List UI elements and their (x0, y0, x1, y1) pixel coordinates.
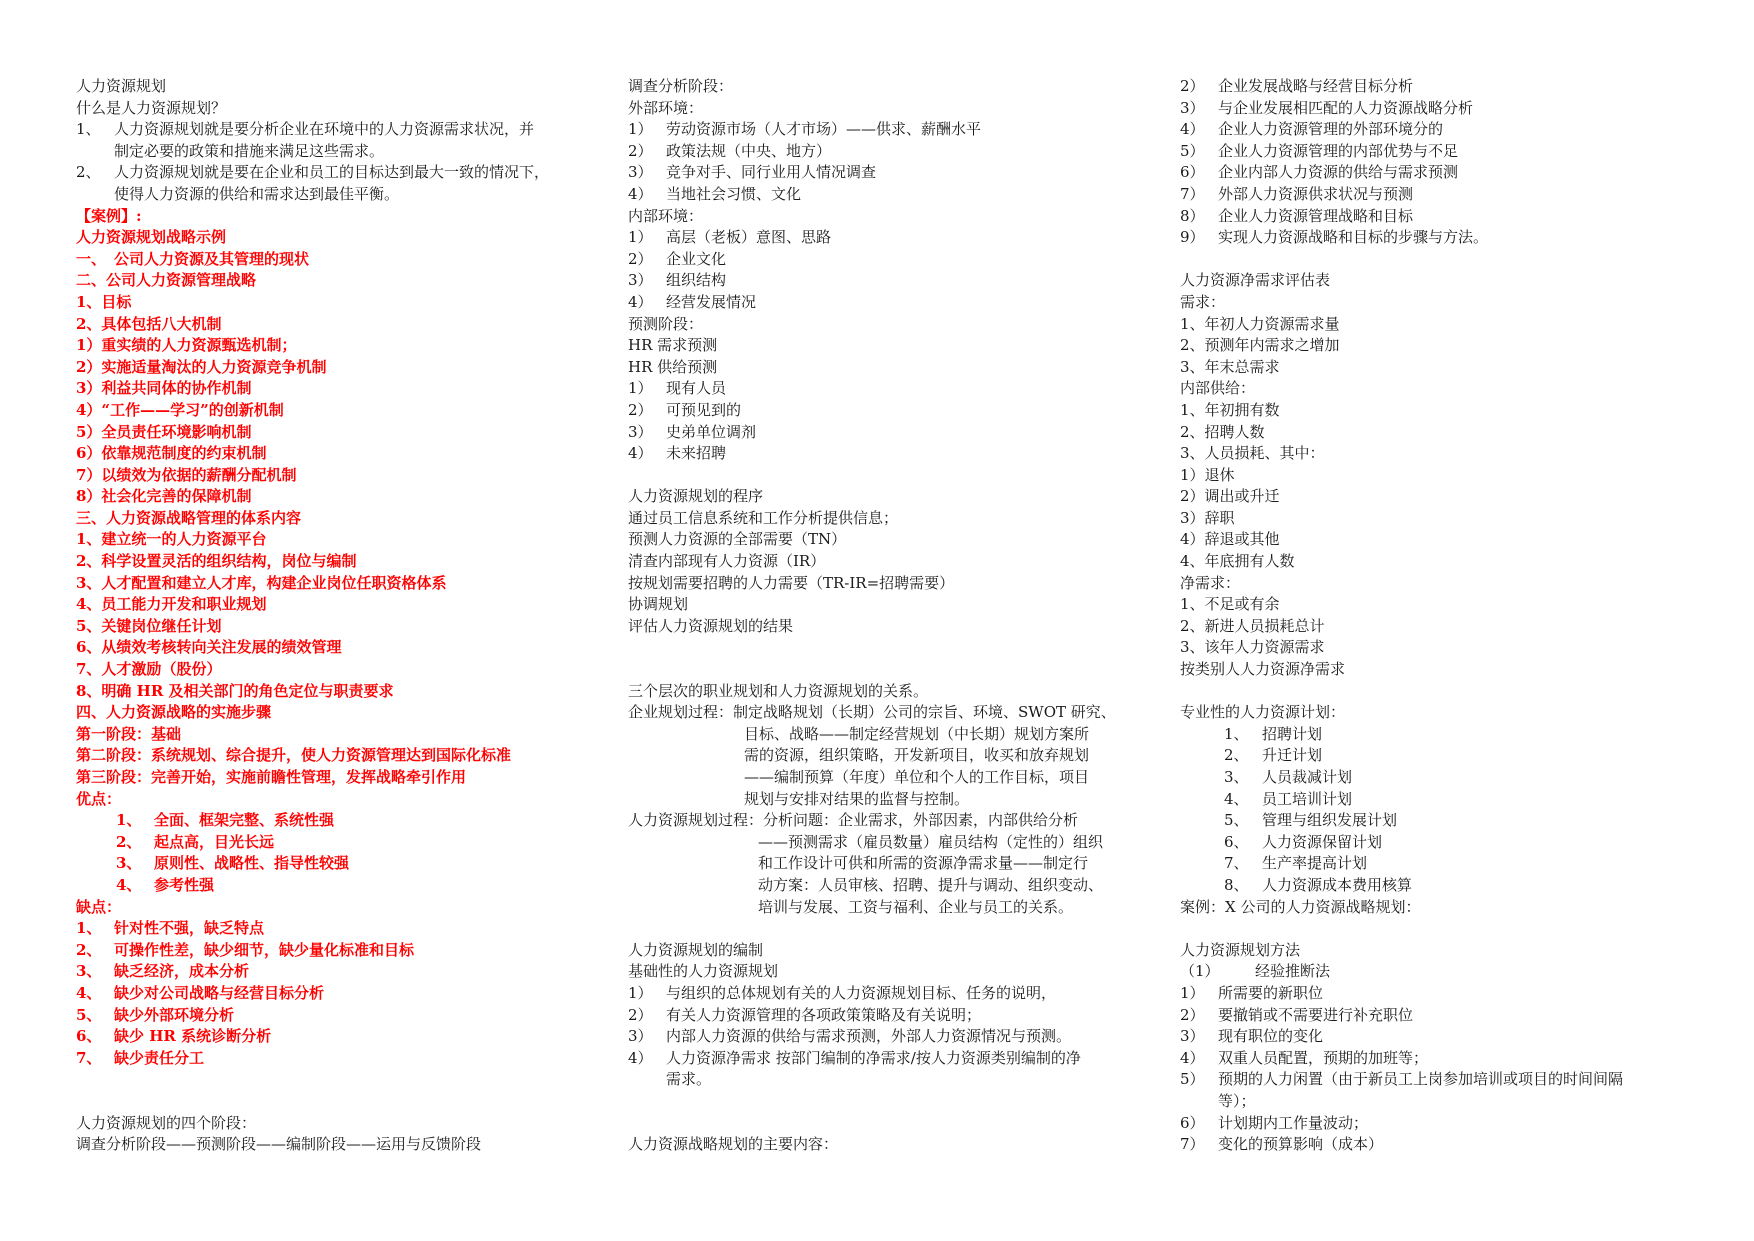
basic-item (628, 1026, 1148, 1048)
special-plan-number: 6、 (1224, 832, 1249, 851)
external-item-text: 劳动资源市场（人才市场）——供求、薪酬水平 (666, 120, 982, 139)
enterprise-process-text: 制定战略规划（长期）公司的宗旨、环境、SWOT 研究、 (733, 703, 1116, 722)
loss-item: 4）辞退或其他 (1180, 530, 1280, 549)
special-plan-number: 8、 (1224, 875, 1249, 894)
eight-mechanisms-line: 2、具体包括八大机制 (76, 314, 222, 333)
supply-item-number: 1） (628, 379, 653, 398)
mechanism-item: 1）重实绩的人力资源甄选机制； (76, 336, 297, 355)
pros-item (76, 810, 591, 832)
case-x-line: 案例：X 公司的人力资源战略规划： (1180, 897, 1421, 916)
method-1 (1180, 961, 1700, 983)
cons-item-text: 针对性不强，缺乏特点 (114, 919, 265, 938)
definition-2-text: 人力资源规划就是要在企业和员工的目标达到最大一致的情况下， (114, 163, 550, 182)
cons-item (76, 1048, 591, 1070)
special-plan-text: 生产率提高计划 (1262, 854, 1368, 873)
mechanism-item: 8）社会化完善的保障机制 (76, 487, 252, 506)
content-item-text: 外部人力资源供求状况与预测 (1218, 184, 1414, 203)
cons-item-number: 5、 (76, 1005, 102, 1024)
special-plan-number: 7、 (1224, 854, 1249, 873)
special-plan-item (1180, 789, 1700, 811)
procedure-item: 清查内部现有人力资源（IR） (628, 552, 826, 571)
cons-item-number: 4、 (76, 983, 102, 1002)
special-plan-text: 管理与组织发展计划 (1262, 811, 1398, 830)
external-item-number: 2） (628, 141, 653, 160)
content-item-text: 实现人力资源战略和目标的步骤与方法。 (1218, 228, 1489, 247)
cons-item-number: 1、 (76, 919, 102, 938)
method-item-text: 现有职位的变化 (1218, 1027, 1324, 1046)
external-item (628, 184, 1148, 206)
four-stages-title: 人力资源规划的四个阶段： (76, 1113, 257, 1132)
basic-item-cont: 需求。 (666, 1070, 712, 1089)
definition-1-cont: 制定必要的政策和措施来满足这些需求。 (114, 141, 385, 160)
external-item-number: 1） (628, 120, 653, 139)
cons-item (76, 961, 591, 983)
method-item-number: 4） (1180, 1048, 1205, 1067)
section-3: 三、人力资源战略管理的体系内容 (76, 508, 302, 527)
pros-item-text: 原则性、战略性、指导性较强 (154, 854, 350, 873)
demand-label: 需求： (1180, 292, 1226, 311)
method-1-number: （1） (1180, 962, 1220, 981)
section-1 (76, 249, 591, 271)
content-item-number: 6） (1180, 163, 1205, 182)
cons-item-number: 2、 (76, 940, 102, 959)
hr-process-cont: ——预测需求（雇员数量）雇员结构（定性的）组织 (758, 832, 1104, 851)
method-title: 人力资源规划方法 (1180, 940, 1301, 959)
enterprise-process-cont: 目标、战略——制定经营规划（中长期）规划方案所 (744, 724, 1090, 743)
definition-2 (76, 162, 591, 184)
special-plan-text: 人力资源保留计划 (1262, 832, 1383, 851)
special-plan-number: 1、 (1224, 724, 1249, 743)
supply-item-text: 现有人员 (666, 379, 727, 398)
special-plan-number: 2、 (1224, 746, 1249, 765)
method-1-text: 经验推断法 (1255, 962, 1331, 981)
method-item-cont: 等）； (1218, 1091, 1256, 1110)
internal-item-text: 经营发展情况 (666, 292, 757, 311)
internal-supply-item: 2、招聘人数 (1180, 422, 1265, 441)
pros-label: 优点： (76, 789, 122, 808)
special-plan-text: 升迁计划 (1262, 746, 1323, 765)
procedure-item: 协调规划 (628, 595, 689, 614)
method-item-text: 变化的预算影响（成本） (1218, 1135, 1384, 1154)
content-item (1180, 98, 1700, 120)
method-item-text: 要撤销或不需要进行补充职位 (1218, 1005, 1414, 1024)
hr-supply-forecast: HR 供给预测 (628, 357, 718, 376)
supply-item-text: 未来招聘 (666, 444, 727, 463)
hr-process-cont: 培训与发展、工资与福利、企业与员工的关系。 (758, 897, 1074, 916)
net-demand-item: 2、新进人员损耗总计 (1180, 616, 1325, 635)
content-item-text: 企业人力资源管理的内部优势与不足 (1218, 141, 1459, 160)
internal-item (628, 249, 1148, 271)
basic-item-number: 4） (628, 1048, 653, 1067)
section-1-text: 公司人力资源及其管理的现状 (114, 249, 310, 268)
special-plan-item (1180, 767, 1700, 789)
basic-item (628, 1048, 1148, 1070)
section-4: 四、人力资源战略的实施步骤 (76, 703, 272, 722)
pros-item-text: 全面、框架完整、系统性强 (154, 811, 335, 830)
main-content-title: 人力资源战略规划的主要内容： (628, 1135, 839, 1154)
supply-item (628, 443, 1148, 465)
basic-item-text: 与组织的总体规划有关的人力资源规划目标、任务的说明， (666, 983, 1057, 1002)
pros-item-number: 4、 (116, 875, 142, 894)
enterprise-process-cont: 规划与安排对结果的监督与控制。 (744, 789, 970, 808)
enterprise-process-cont: 需的资源，组织策略，开发新项目，收买和放弃规划 (744, 746, 1090, 765)
cons-item-text: 缺乏经济，成本分析 (114, 962, 250, 981)
hr-process (628, 810, 1148, 832)
pros-item (76, 832, 591, 854)
compile-title: 人力资源规划的编制 (628, 940, 764, 959)
content-item-number: 4） (1180, 120, 1205, 139)
procedure-item: 评估人力资源规划的结果 (628, 616, 794, 635)
method-item (1180, 983, 1700, 1005)
content-item-number: 2） (1180, 77, 1205, 95)
enterprise-process-cont: ——编制预算（年度）单位和个人的工作目标，项目 (744, 768, 1090, 786)
content-item (1180, 76, 1700, 98)
stage-item: 第一阶段：基础 (76, 724, 182, 743)
method-item (1180, 1134, 1700, 1156)
method-item-text: 双重人员配置，预期的加班等； (1218, 1048, 1429, 1067)
basic-item-number: 1） (628, 983, 653, 1002)
external-item-text: 政策法规（中央、地方） (666, 141, 832, 160)
method-item-number: 2） (1180, 1005, 1205, 1024)
internal-env-label: 内部环境： (628, 206, 704, 225)
column-middle (628, 76, 1148, 1156)
procedure-title: 人力资源规划的程序 (628, 487, 764, 506)
four-stages-line: 调查分析阶段——预测阶段——编制阶段——运用与反馈阶段 (76, 1135, 482, 1154)
external-item-text: 竞争对手、同行业用人情况调查 (666, 163, 877, 182)
method-item-number: 3） (1180, 1027, 1205, 1046)
basic-plan-title: 基础性的人力资源规划 (628, 962, 779, 981)
cons-item-number: 6、 (76, 1027, 102, 1046)
stage-item: 第三阶段：完善开始，实施前瞻性管理，发挥战略牵引作用 (76, 768, 467, 786)
mechanism-item: 2）实施适量淘汰的人力资源竞争机制 (76, 357, 327, 376)
external-item (628, 141, 1148, 163)
supply-item (628, 422, 1148, 444)
content-item-text: 企业内部人力资源的供给与需求预测 (1218, 163, 1459, 182)
internal-item-number: 3） (628, 271, 653, 290)
mechanism-item: 3）利益共同体的协作机制 (76, 379, 252, 398)
internal-item (628, 292, 1148, 314)
goal-line: 1、目标 (76, 292, 132, 311)
external-item-number: 3） (628, 163, 653, 182)
internal-item-number: 4） (628, 292, 653, 311)
supply-item (628, 378, 1148, 400)
special-plan-item (1180, 745, 1700, 767)
content-item-number: 9） (1180, 228, 1205, 247)
definition-1-text: 人力资源规划就是要分析企业在环境中的人力资源需求状况，并 (114, 120, 535, 139)
special-plan-text: 人员裁减计划 (1262, 768, 1353, 786)
case-title: 人力资源规划战略示例 (76, 228, 227, 247)
internal-item-text: 企业文化 (666, 249, 727, 268)
three-levels-title: 三个层次的职业规划和人力资源规划的关系。 (628, 681, 929, 700)
method-item-text: 所需要的新职位 (1218, 983, 1324, 1002)
cons-item (76, 918, 591, 940)
internal-item-text: 高层（老板）意图、思路 (666, 228, 832, 247)
external-item (628, 119, 1148, 141)
basic-item-text: 有关人力资源管理的各项政策策略及有关说明； (666, 1005, 982, 1024)
content-item-number: 8） (1180, 206, 1205, 225)
method-item-text: 预期的人力闲置（由于新员工上岗参加培训或项目的时间间隔 (1218, 1070, 1624, 1089)
spacer (628, 465, 1148, 487)
spacer (1180, 681, 1700, 703)
method-item-number: 6） (1180, 1113, 1205, 1132)
definition-1-number: 1、 (76, 120, 101, 139)
content-item-text: 企业发展战略与经营目标分析 (1218, 77, 1414, 95)
external-item (628, 162, 1148, 184)
spacer (628, 918, 1148, 940)
method-item (1180, 1026, 1700, 1048)
special-plan-text: 员工培训计划 (1262, 789, 1353, 808)
cons-item (76, 1005, 591, 1027)
spacer (1180, 918, 1700, 940)
pros-item-text: 起点高，目光长远 (154, 832, 275, 851)
enterprise-process (628, 702, 1148, 724)
cons-item-text: 缺少 HR 系统诊断分析 (114, 1027, 272, 1046)
enterprise-process-label: 企业规划过程： (628, 703, 734, 722)
method-item (1180, 1048, 1700, 1070)
supply-item-text: 史弟单位调剂 (666, 422, 757, 441)
method-item-number: 7） (1180, 1135, 1205, 1154)
system-item: 5、关键岗位继任计划 (76, 616, 222, 635)
case-label: 【案例】: (76, 206, 142, 225)
external-item-number: 4） (628, 184, 653, 203)
column-left (76, 76, 591, 1156)
net-demand-table-title: 人力资源净需求评估表 (1180, 271, 1331, 290)
pros-item-text: 参考性强 (154, 875, 215, 894)
system-item: 8、明确 HR 及相关部门的角色定位与职责要求 (76, 681, 394, 700)
basic-item-text: 内部人力资源的供给与需求预测，外部人力资源情况与预测。 (666, 1027, 1072, 1046)
supply-item (628, 400, 1148, 422)
system-item: 3、人才配置和建立人才库，构建企业岗位任职资格体系 (76, 573, 447, 592)
hr-demand-forecast: HR 需求预测 (628, 336, 718, 355)
method-item (1180, 1113, 1700, 1135)
internal-supply-label: 内部供给： (1180, 379, 1256, 398)
internal-supply-item: 3、人员损耗、其中： (1180, 444, 1325, 463)
supply-item-text: 可预见到的 (666, 400, 742, 419)
demand-item: 1、年初人力资源需求量 (1180, 314, 1340, 333)
procedure-item: 预测人力资源的全部需要（TN） (628, 530, 847, 549)
hr-process-cont: 动方案：人员审核、招聘、提升与调动、组织变动、 (758, 875, 1104, 894)
internal-item-number: 1） (628, 228, 653, 247)
definition-2-cont: 使得人力资源的供给和需求达到最佳平衡。 (114, 184, 400, 203)
cons-item (76, 1026, 591, 1048)
pros-item (76, 875, 591, 897)
special-plan-item (1180, 875, 1700, 897)
supply-item-number: 2） (628, 400, 653, 419)
special-plan-text: 招聘计划 (1262, 724, 1323, 743)
definition-1 (76, 119, 591, 141)
special-plan-item (1180, 810, 1700, 832)
content-item-number: 3） (1180, 98, 1205, 117)
net-demand-item: 1、不足或有余 (1180, 595, 1280, 614)
external-item-text: 当地社会习惯、文化 (666, 184, 802, 203)
internal-item (628, 270, 1148, 292)
cons-item (76, 940, 591, 962)
hr-process-text: 分析问题：企业需求，外部因素，内部供给分析 (763, 811, 1079, 830)
cons-item-text: 缺少对公司战略与经营目标分析 (114, 983, 325, 1002)
pros-item-number: 2、 (116, 832, 142, 851)
basic-item-text: 人力资源净需求 按部门编制的净需求/按人力资源类别编制的净 (666, 1048, 1081, 1067)
basic-item-number: 2） (628, 1005, 653, 1024)
loss-item: 1）退休 (1180, 465, 1235, 484)
basic-item-number: 3） (628, 1027, 653, 1046)
loss-item: 2）调出或升迁 (1180, 487, 1280, 506)
procedure-item: 按规划需要招聘的人力需要（TR-IR=招聘需要） (628, 573, 955, 592)
special-plan-title: 专业性的人力资源计划： (1180, 703, 1346, 722)
definition-2-number: 2、 (76, 163, 101, 182)
system-item: 6、从绩效考核转向关注发展的绩效管理 (76, 638, 342, 657)
doc-title: 人力资源规划 (76, 77, 167, 95)
internal-item-text: 组织结构 (666, 271, 727, 290)
cons-item-number: 7、 (76, 1048, 102, 1067)
procedure-item: 通过员工信息系统和工作分析提供信息； (628, 508, 899, 527)
special-plan-number: 4、 (1224, 789, 1249, 808)
cons-item-text: 缺少责任分工 (114, 1048, 205, 1067)
content-item (1180, 119, 1700, 141)
mechanism-item: 6）依靠规范制度的约束机制 (76, 444, 267, 463)
system-item: 4、员工能力开发和职业规划 (76, 595, 267, 614)
spacer (628, 637, 1148, 680)
internal-supply-item: 1、年初拥有数 (1180, 400, 1280, 419)
net-demand-label: 净需求： (1180, 573, 1241, 592)
special-plan-item (1180, 832, 1700, 854)
hr-process-cont: 和工作设计可供和所需的资源净需求量——制定行 (758, 854, 1089, 873)
system-item: 1、建立统一的人力资源平台 (76, 530, 267, 549)
system-item: 2、科学设置灵活的组织结构，岗位与编制 (76, 552, 357, 571)
method-item-text: 计划期内工作量波动； (1218, 1113, 1369, 1132)
cons-item-number: 3、 (76, 962, 102, 981)
loss-item: 3）辞职 (1180, 508, 1235, 527)
spacer (1180, 249, 1700, 271)
supply-item-number: 4） (628, 444, 653, 463)
basic-item (628, 1005, 1148, 1027)
method-item (1180, 1005, 1700, 1027)
question-line: 什么是人力资源规划？ (76, 98, 227, 117)
section-1-number: 一、 (76, 249, 107, 268)
pros-item (76, 853, 591, 875)
stage-item: 第二阶段：系统规划、综合提升，使人力资源管理达到国际化标准 (76, 746, 512, 765)
year-end-count: 4、年底拥有人数 (1180, 552, 1295, 571)
forecast-stage-label: 预测阶段： (628, 314, 704, 333)
demand-item: 3、年末总需求 (1180, 357, 1280, 376)
content-item-text: 与企业发展相匹配的人力资源战略分析 (1218, 98, 1474, 117)
hr-process-label: 人力资源规划过程： (628, 811, 764, 830)
internal-item-number: 2） (628, 249, 653, 268)
column-right (1180, 76, 1700, 1156)
content-item-text: 企业人力资源管理的外部环境分的 (1218, 120, 1444, 139)
system-item: 7、人才激励（股份） (76, 660, 222, 679)
content-item (1180, 227, 1700, 249)
special-plan-item (1180, 853, 1700, 875)
cons-item-text: 缺少外部环境分析 (114, 1005, 235, 1024)
special-plan-text: 人力资源成本费用核算 (1262, 875, 1413, 894)
by-category-line: 按类别人人力资源净需求 (1180, 660, 1346, 679)
pros-item-number: 3、 (116, 854, 142, 873)
net-demand-item: 3、该年人力资源需求 (1180, 638, 1325, 657)
mechanism-item: 5）全员责任环境影响机制 (76, 422, 252, 441)
cons-item (76, 983, 591, 1005)
method-item-number: 1） (1180, 983, 1205, 1002)
special-plan-item (1180, 724, 1700, 746)
special-plan-number: 5、 (1224, 811, 1249, 830)
content-item (1180, 206, 1700, 228)
basic-item (628, 983, 1148, 1005)
content-item (1180, 184, 1700, 206)
content-item-number: 5） (1180, 141, 1205, 160)
spacer (628, 1091, 1148, 1134)
cons-label: 缺点： (76, 897, 122, 916)
spacer (76, 1069, 591, 1112)
content-item (1180, 162, 1700, 184)
content-item (1180, 141, 1700, 163)
special-plan-number: 3、 (1224, 768, 1249, 786)
mechanism-item: 4）“工作——学习”的创新机制 (76, 400, 284, 419)
pros-item-number: 1、 (116, 811, 142, 830)
cons-item-text: 可操作性差，缺少细节，缺少量化标准和目标 (114, 940, 415, 959)
external-env-label: 外部环境： (628, 98, 704, 117)
section-2: 二、公司人力资源管理战略 (76, 271, 257, 290)
method-item-number: 5） (1180, 1070, 1205, 1089)
content-item-text: 企业人力资源管理战略和目标 (1218, 206, 1414, 225)
demand-item: 2、预测年内需求之增加 (1180, 336, 1340, 355)
internal-item (628, 227, 1148, 249)
content-item-number: 7） (1180, 184, 1205, 203)
survey-stage-title: 调查分析阶段： (628, 77, 734, 95)
mechanism-item: 7）以绩效为依据的薪酬分配机制 (76, 465, 297, 484)
supply-item-number: 3） (628, 422, 653, 441)
method-item (1180, 1069, 1700, 1091)
